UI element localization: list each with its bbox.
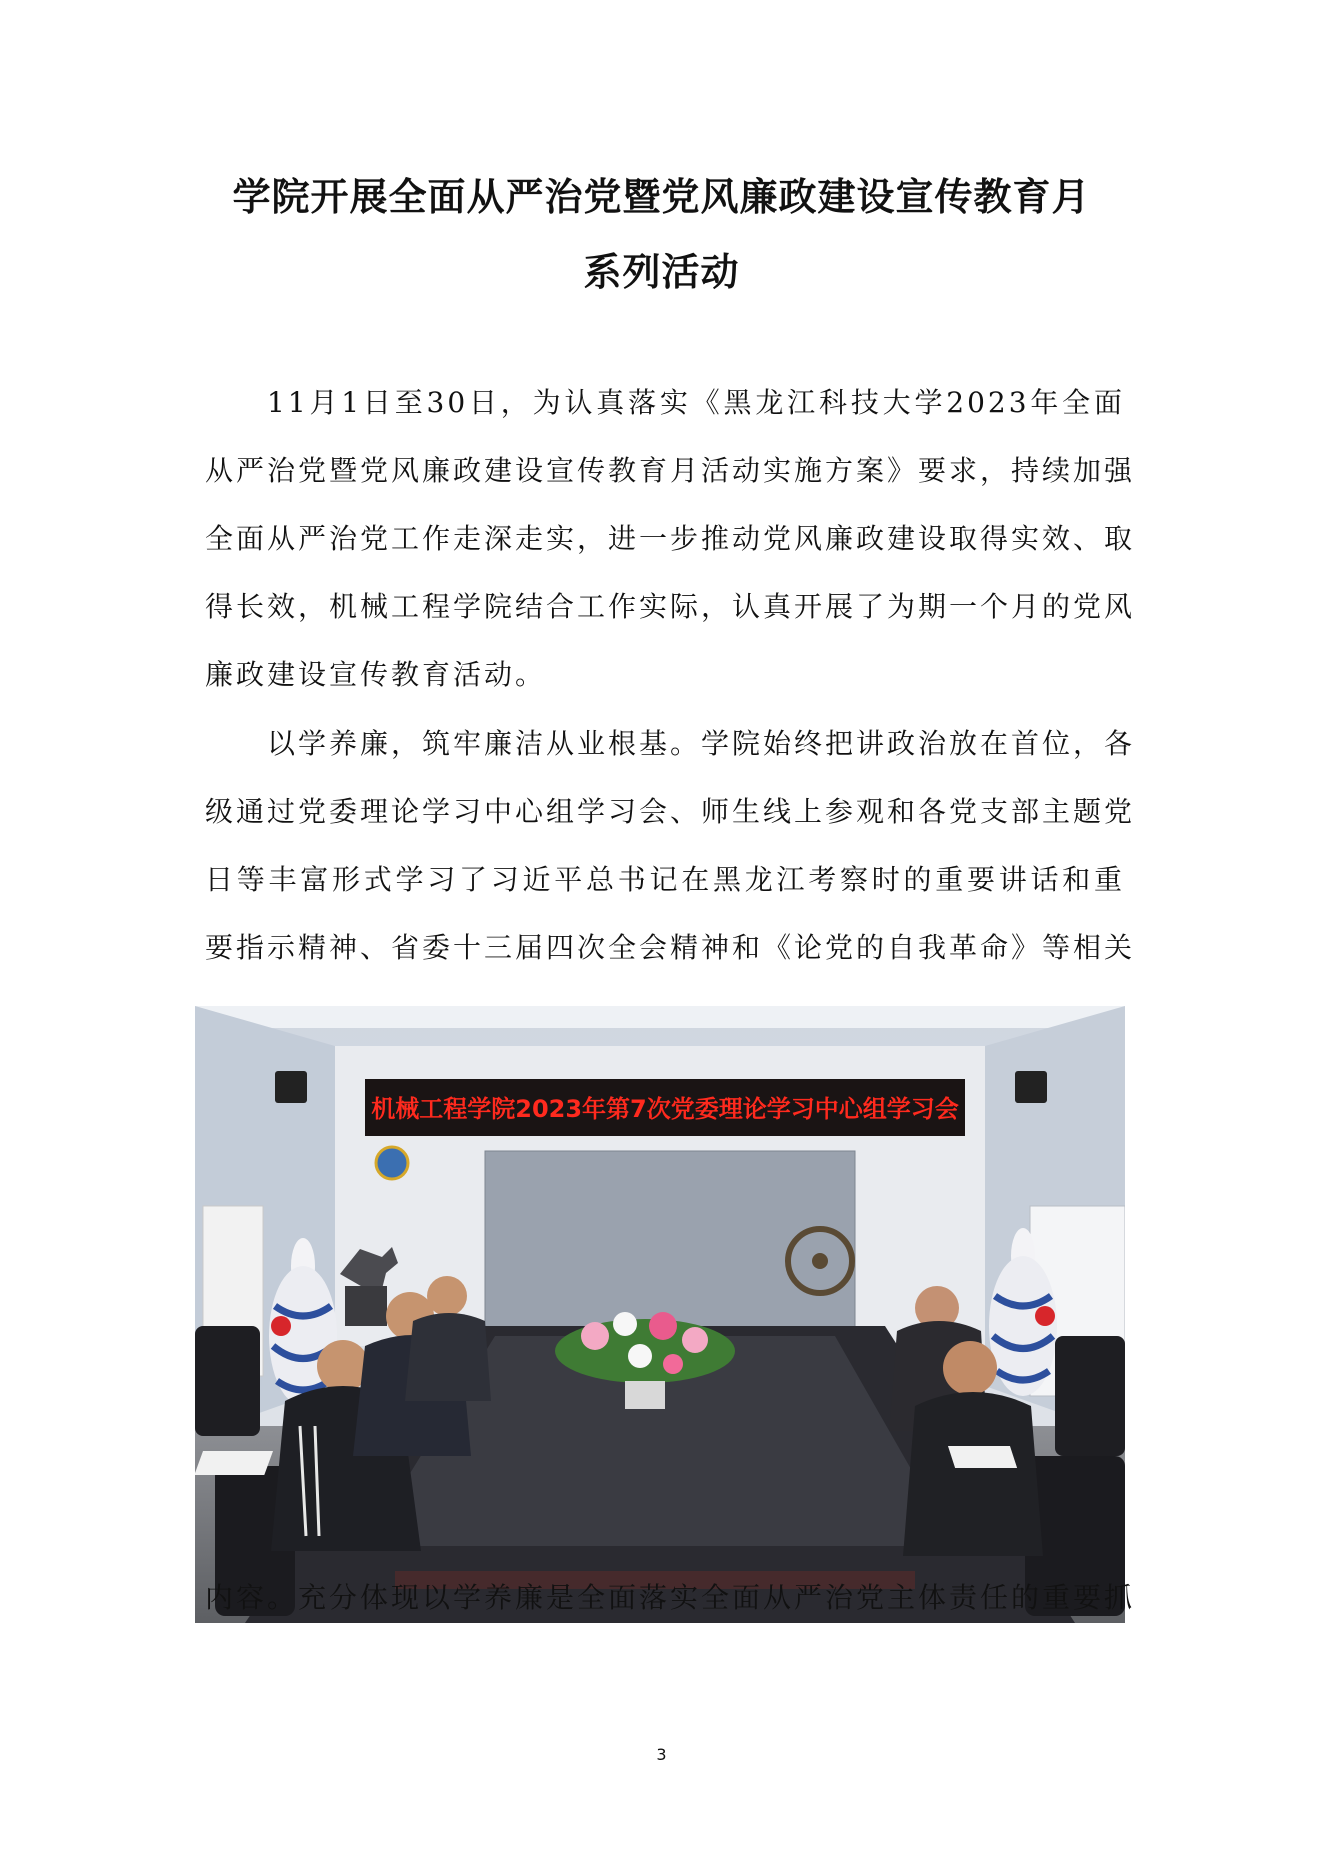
title-line: 学院开展全面从严治党暨党风廉政建设宣传教育月 xyxy=(232,175,1091,219)
led-banner-text: 机械工程学院2023年第7次党委理论学习中心组学习会 xyxy=(371,1095,959,1123)
text-line: 级通过党委理论学习中心组学习会、师生线上参观和各党支部主题党 xyxy=(205,795,1136,828)
text-line: 11月1日至30日，为认真落实《黑龙江科技大学2023年全面 xyxy=(267,386,1125,419)
page-number: 3 xyxy=(656,1745,667,1764)
text-line: 全面从严治党工作走深走实，进一步推动党风廉政建设取得实效、取 xyxy=(205,522,1136,555)
text-line: 日等丰富形式学习了习近平总书记在黑龙江考察时的重要讲话和重 xyxy=(205,863,1125,896)
paragraph-3 xyxy=(205,1564,1136,1632)
text-line: 内容。充分体现以学养廉是全面落实全面从严治党主体责任的重要抓 xyxy=(205,1581,1136,1614)
document-title xyxy=(0,160,1323,310)
meeting-photo xyxy=(195,1006,1125,1623)
paragraph-1 xyxy=(205,369,1136,709)
text-line: 要指示精神、省委十三届四次全会精神和《论党的自我革命》等相关 xyxy=(205,931,1136,964)
text-line: 廉政建设宣传教育活动。 xyxy=(205,658,547,691)
text-line: 得长效，机械工程学院结合工作实际，认真开展了为期一个月的党风 xyxy=(205,590,1136,623)
paragraph-2 xyxy=(205,710,1136,982)
led-banner xyxy=(365,1079,965,1136)
text-line: 以学养廉，筑牢廉洁从业根基。学院始终把讲政治放在首位，各 xyxy=(267,727,1136,760)
title-line: 系列活动 xyxy=(583,250,740,294)
text-line: 从严治党暨党风廉政建设宣传教育月活动实施方案》要求，持续加强 xyxy=(205,454,1136,487)
